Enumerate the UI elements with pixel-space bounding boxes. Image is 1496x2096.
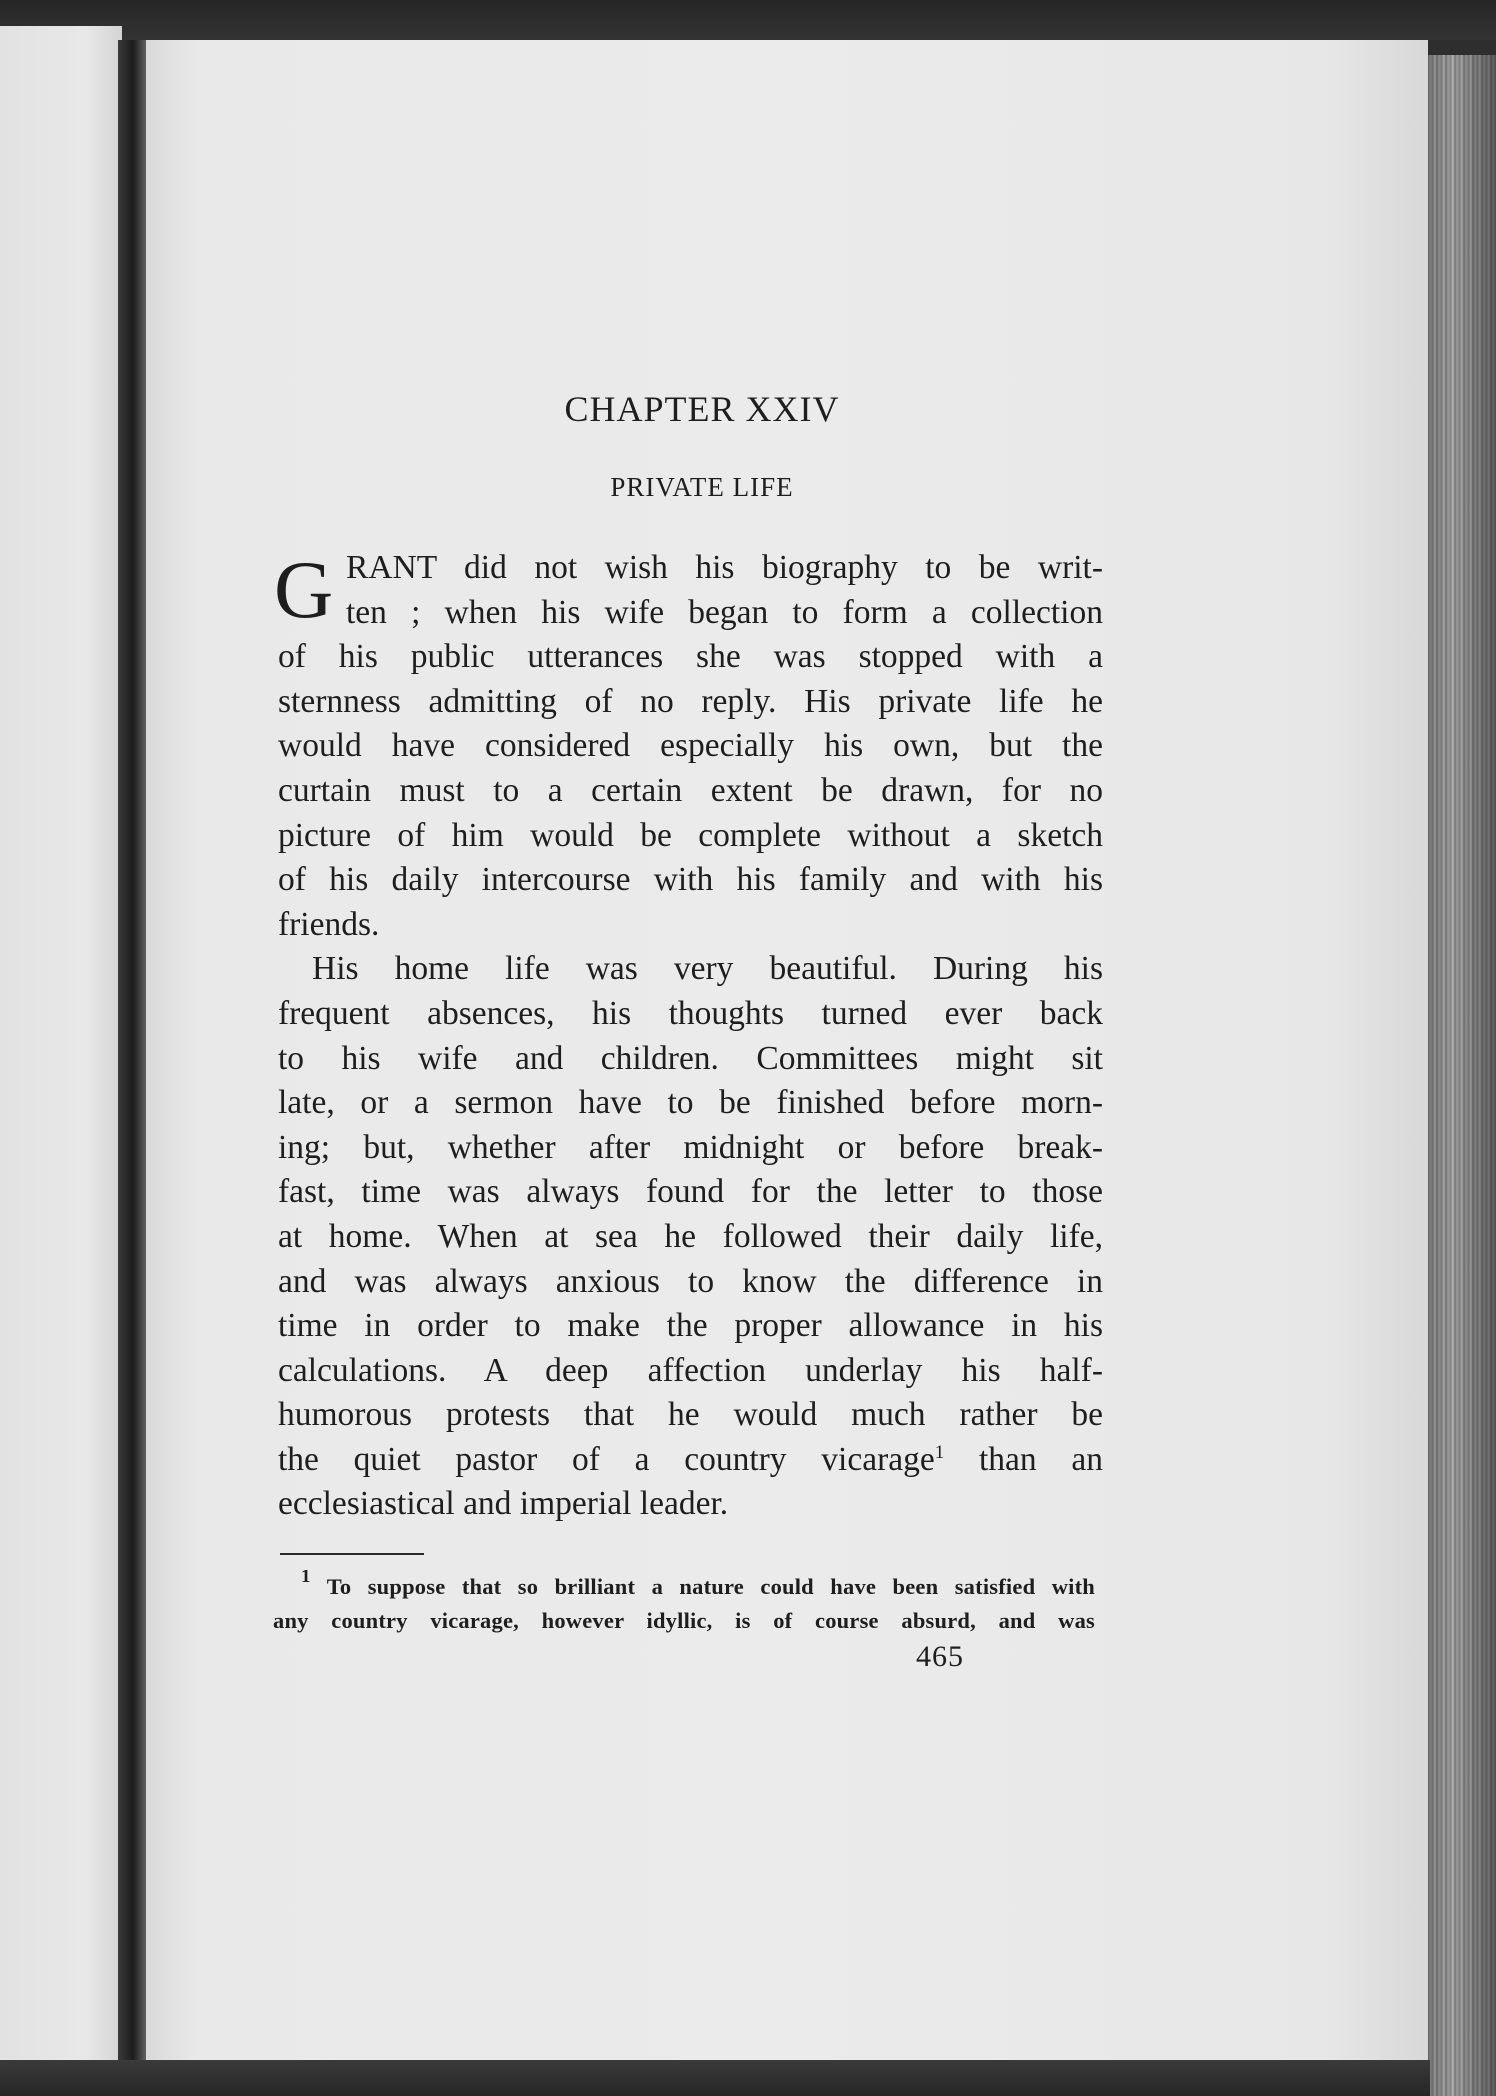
- text-line: ecclesiastical and imperial leader.: [278, 1485, 729, 1523]
- text-line: of his public utterances she was stopped with a: [278, 638, 1103, 676]
- drop-cap: G: [274, 544, 334, 635]
- text-line: late, or a sermon have to be finished before morn-: [278, 1084, 1103, 1122]
- footnote-text: To suppose that so brilliant a nature could have been satisfied with: [310, 1574, 1095, 1599]
- text-segment: than an: [944, 1440, 1103, 1478]
- text-line: fast, time was always found for the letter to those: [278, 1173, 1103, 1211]
- text-line: to his wife and children. Committees might sit: [278, 1039, 1103, 1077]
- footnote-number: 1: [301, 1570, 311, 1587]
- text-line: friends.: [278, 905, 380, 943]
- chapter-title: CHAPTER XXIV: [564, 389, 840, 429]
- paragraph-1: [274, 544, 1103, 947]
- text-line: frequent absences, his thoughts turned ever back: [278, 994, 1103, 1032]
- previous-page-edge: [0, 26, 122, 2066]
- text-line: ten ; when his wife began to form a collection: [346, 593, 1103, 631]
- text-line: of his daily intercourse with his family and with his: [278, 861, 1103, 899]
- text-line: humorous protests that he would much rather be: [278, 1396, 1103, 1434]
- text-line: curtain must to a certain extent be drawn, for no: [278, 771, 1103, 809]
- text-line: ing; but, whether after midnight or before break-: [278, 1128, 1103, 1166]
- text-line: picture of him would be complete without a sketch: [278, 816, 1103, 854]
- book-fore-edge: [1424, 55, 1496, 2096]
- footnote-line: [273, 1570, 1095, 1604]
- text-line: time in order to make the proper allowance in his: [278, 1307, 1103, 1345]
- paragraph-2: [278, 947, 1103, 1527]
- body-text: [274, 544, 1103, 1527]
- footnote-line: any country vicarage, however idyllic, is of course absurd, and was: [273, 1608, 1095, 1633]
- text-line: sternness admitting of no reply. His private life he: [278, 682, 1103, 720]
- footnote-marker: 1: [934, 1441, 945, 1463]
- scan-top-edge: [0, 0, 1496, 40]
- text-line: would have considered especially his own, but the: [278, 727, 1103, 765]
- text-line: at home. When at sea he followed their daily life,: [278, 1217, 1103, 1255]
- footnote-rule: [280, 1553, 424, 1555]
- footnote: [273, 1570, 1095, 1638]
- scan-bottom-edge: [0, 2060, 1430, 2096]
- page-number: 465: [916, 1640, 964, 1673]
- text-line-with-footnote: [278, 1438, 1103, 1483]
- text-line: and was always anxious to know the difference in: [278, 1262, 1103, 1300]
- book-gutter: [118, 40, 148, 2070]
- text-line: RANT did not wish his biography to be writ-: [346, 549, 1103, 586]
- text-line: calculations. A deep affection underlay his half-: [278, 1351, 1103, 1389]
- text-segment: the quiet pastor of a country vicarage: [278, 1440, 935, 1478]
- section-title: PRIVATE LIFE: [610, 472, 794, 502]
- text-line: His home life was very beautiful. During his: [312, 950, 1103, 988]
